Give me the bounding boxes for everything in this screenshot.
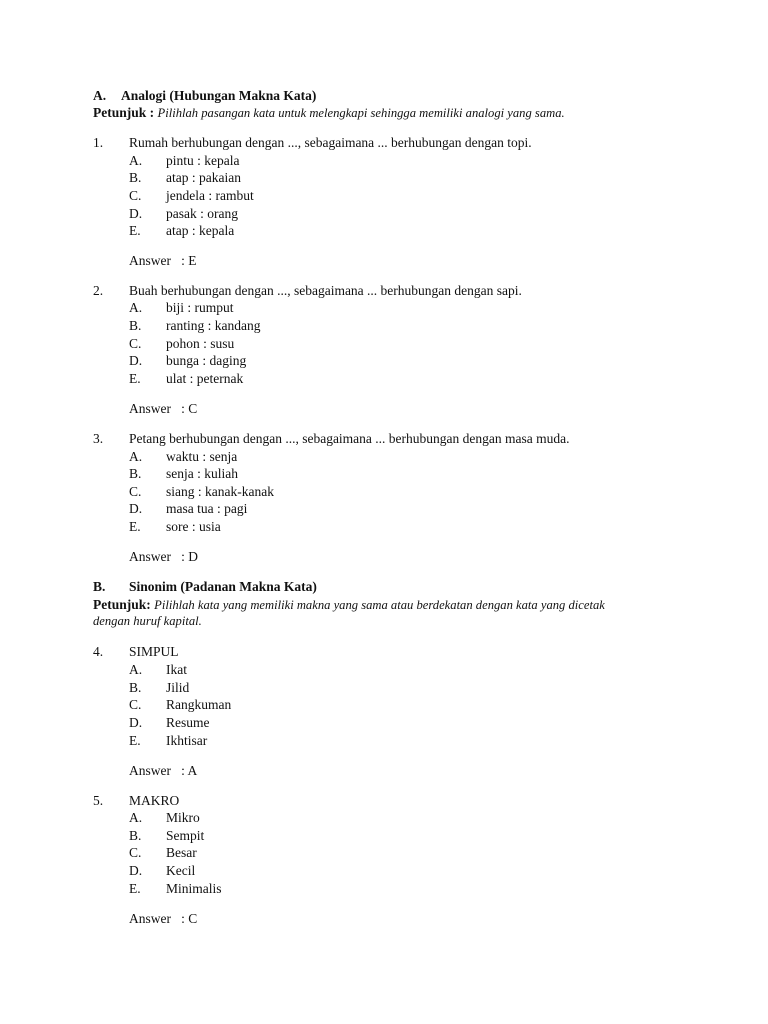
question-number: 1. xyxy=(93,135,104,150)
option-letter: D. xyxy=(129,863,143,878)
section-a-instruction xyxy=(93,104,565,123)
option-text: jendela : rambut xyxy=(166,188,254,203)
option-letter: A. xyxy=(129,662,143,677)
instruction-label: Petunjuk : xyxy=(93,105,155,120)
answer-line: Answer : E xyxy=(129,253,197,268)
option-text: Sempit xyxy=(166,828,205,843)
option-letter: E. xyxy=(129,223,141,238)
instruction-text-continued: dengan huruf kapital. xyxy=(93,614,202,628)
option-letter: C. xyxy=(129,484,142,499)
option-letter: B. xyxy=(129,466,142,481)
answer-line: Answer : D xyxy=(129,549,198,564)
instruction-text: Pilihlah kata yang memiliki makna yang sama atau berdekatan dengan kata yang dicetak xyxy=(154,598,605,612)
question-text: Buah berhubungan dengan ..., sebagaimana ... berhubungan dengan sapi. xyxy=(129,283,522,298)
option-letter: A. xyxy=(129,300,143,315)
question-number: 3. xyxy=(93,431,104,446)
option-letter: C. xyxy=(129,188,142,203)
option-text: Rangkuman xyxy=(166,697,232,712)
option-text: Resume xyxy=(166,715,210,730)
option-text: Minimalis xyxy=(166,881,222,896)
section-a-title: Analogi (Hubungan Makna Kata) xyxy=(121,88,317,103)
section-b-instruction xyxy=(93,596,605,615)
option-text: biji : rumput xyxy=(166,300,234,315)
option-letter: B. xyxy=(129,828,142,843)
question-text: MAKRO xyxy=(129,793,180,808)
option-text: atap : kepala xyxy=(166,223,235,238)
question-number: 5. xyxy=(93,793,104,808)
option-text: siang : kanak-kanak xyxy=(166,484,274,499)
option-letter: A. xyxy=(129,153,143,168)
option-letter: D. xyxy=(129,206,143,221)
option-letter: E. xyxy=(129,733,141,748)
question-text: Petang berhubungan dengan ..., sebagaimana ... berhubungan dengan masa muda. xyxy=(129,431,570,446)
option-text: masa tua : pagi xyxy=(166,501,248,516)
option-text: Besar xyxy=(166,845,197,860)
question-number: 4. xyxy=(93,644,104,659)
answer-line: Answer : A xyxy=(129,763,198,778)
option-text: Ikat xyxy=(166,662,187,677)
answer-line: Answer : C xyxy=(129,911,198,926)
section-b-title: Sinonim (Padanan Makna Kata) xyxy=(129,579,317,594)
option-letter: E. xyxy=(129,881,141,896)
option-letter: C. xyxy=(129,336,142,351)
option-letter: A. xyxy=(129,810,143,825)
option-text: ranting : kandang xyxy=(166,318,261,333)
option-letter: D. xyxy=(129,501,143,516)
question-text: Rumah berhubungan dengan ..., sebagaimana ... berhubungan dengan topi. xyxy=(129,135,532,150)
option-letter: B. xyxy=(129,170,142,185)
option-letter: C. xyxy=(129,845,142,860)
option-text: Ikhtisar xyxy=(166,733,208,748)
option-letter: D. xyxy=(129,353,143,368)
section-a-letter: A. xyxy=(93,88,107,103)
option-letter: A. xyxy=(129,449,143,464)
option-text: waktu : senja xyxy=(166,449,238,464)
option-text: pohon : susu xyxy=(166,336,235,351)
option-text: pasak : orang xyxy=(166,206,238,221)
option-letter: C. xyxy=(129,697,142,712)
option-text: bunga : daging xyxy=(166,353,247,368)
option-text: Kecil xyxy=(166,863,196,878)
option-text: Jilid xyxy=(166,680,190,695)
option-text: senja : kuliah xyxy=(166,466,238,481)
question-text: SIMPUL xyxy=(129,644,179,659)
option-letter: B. xyxy=(129,680,142,695)
option-letter: B. xyxy=(129,318,142,333)
option-text: pintu : kepala xyxy=(166,153,240,168)
answer-line: Answer : C xyxy=(129,401,198,416)
option-text: atap : pakaian xyxy=(166,170,241,185)
section-b-letter: B. xyxy=(93,579,106,594)
option-text: sore : usia xyxy=(166,519,221,534)
option-text: Mikro xyxy=(166,810,200,825)
question-number: 2. xyxy=(93,283,104,298)
option-letter: D. xyxy=(129,715,143,730)
instruction-label: Petunjuk: xyxy=(93,597,151,612)
instruction-text: Pilihlah pasangan kata untuk melengkapi sehingga memiliki analogi yang sama. xyxy=(157,106,565,120)
option-text: ulat : peternak xyxy=(166,371,244,386)
option-letter: E. xyxy=(129,371,141,386)
option-letter: E. xyxy=(129,519,141,534)
